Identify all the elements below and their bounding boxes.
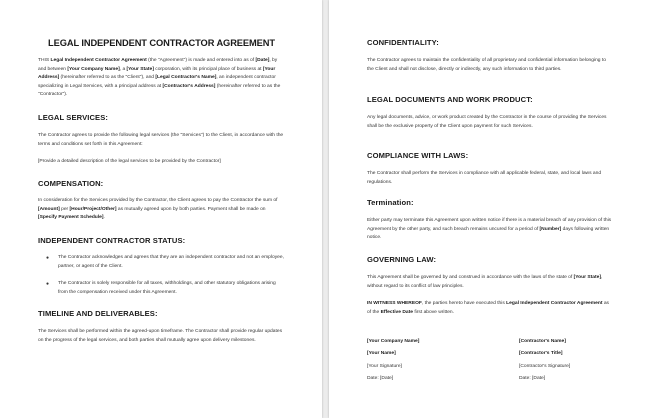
termination-heading: Termination: xyxy=(367,198,414,207)
contractor-title: [Contractor's Title] xyxy=(519,351,563,357)
client-signature: [Your Signature] xyxy=(367,363,402,369)
termination-paragraph: Either party may terminate this Agreement upon written notice if there is a material breach of any provision of this Agreement by the other party, and such breach remains uncured for a period of [Number] days following written notice. xyxy=(367,218,612,241)
confidentiality-heading: CONFIDENTIALITY: xyxy=(367,38,439,47)
legal-services-description: [Provide a detailed description of the legal services to be provided by the Contractor] xyxy=(38,159,221,164)
contractor-status-list xyxy=(38,254,285,297)
contractor-signature: [Contractor's Signature] xyxy=(519,363,571,369)
client-company-name: [Your Company Name] xyxy=(367,339,420,344)
contractor-name: [Contractor's Name] xyxy=(519,339,566,344)
document-page-right xyxy=(329,0,652,418)
timeline-paragraph: The Services shall be performed within the agreed-upon timeframe. The Contractor shall provide regular updates on the progress of the legal services, and both parties shall mutually agree upon delivery milestones. xyxy=(38,329,283,343)
timeline-heading: TIMELINE AND DELIVERABLES: xyxy=(38,309,158,318)
list-item: ● The Contractor acknowledges and agrees that they are an independent contractor and not an employee, partner, or agent of the Client. xyxy=(46,255,284,269)
legal-services-paragraph: The Contractor agrees to provide the following legal services (the "Services") to the Client, in accordance with the terms and conditions set forth in this Agreement: xyxy=(38,133,284,147)
client-date: Date: [Date] xyxy=(367,375,394,381)
document-page-left xyxy=(0,0,322,418)
intro-paragraph: THIS Legal Independent Contractor Agreement (the "Agreement") is made and entered into as of [Date], by and between [Your Company Name], a [Your State] corporation, with its principal place of business at [Your Address] (hereinafter referred to as the "Client"), and [Legal Contractor's Name], an independent contractor specializing in Legal Services, with a principal address at [Contractor's Address] (hereinafter referred to as the "Contractor"). xyxy=(38,58,281,98)
compensation-heading: COMPENSATION: xyxy=(38,179,104,188)
compensation-paragraph: In consideration for the Services provided by the Contractor, the Client agrees to pay the Contractor the sum of [Amount] per [Hour/Project/Other] as mutually agreed upon by both parties. Payment shall be made on [Specify Payment Schedule]. xyxy=(38,198,278,221)
legal-documents-paragraph: Any legal documents, advice, or work product created by the Contractor in the course of providing the Services shall be the exclusive property of the Client upon payment for such Services. xyxy=(367,115,607,129)
bullet-icon: ● xyxy=(46,255,50,261)
governing-law-paragraph: This Agreement shall be governed by and construed in accordance with the laws of the state of [Your State], without regard to its conflict of law principles. xyxy=(367,275,603,289)
contractor-signature-column xyxy=(519,336,570,385)
compliance-paragraph: The Contractor shall perform the Services in compliance with all applicable federal, state, and local laws and regulations. xyxy=(367,171,602,185)
compliance-heading: COMPLIANCE WITH LAWS: xyxy=(367,151,469,160)
contractor-date: Date: [Date] xyxy=(519,375,546,381)
client-name: [Your Name] xyxy=(367,351,396,357)
witness-paragraph: IN WITNESS WHEREOF, the parties hereto have executed this Legal Independent Contractor Agreement as of the Effective Date first above written. xyxy=(367,301,609,315)
bullet-icon: ● xyxy=(46,281,50,288)
confidentiality-paragraph: The Contractor agrees to maintain the confidentiality of all proprietary and confidential information belonging to the Client and shall not disclose, directly or indirectly, any such information to third parties. xyxy=(367,58,606,72)
contractor-status-heading: INDEPENDENT CONTRACTOR STATUS: xyxy=(38,236,186,245)
legal-documents-heading: LEGAL DOCUMENTS AND WORK PRODUCT: xyxy=(367,95,533,104)
client-signature-column xyxy=(367,336,419,385)
legal-services-heading: LEGAL SERVICES: xyxy=(38,113,108,122)
governing-law-heading: GOVERNING LAW: xyxy=(367,255,437,264)
list-item: ● The Contractor is solely responsible for all taxes, withholdings, and other statutory obligations arising from the compensation received under this Agreement. xyxy=(46,281,276,295)
document-title: LEGAL INDEPENDENT CONTRACTOR AGREEMENT xyxy=(48,38,275,48)
